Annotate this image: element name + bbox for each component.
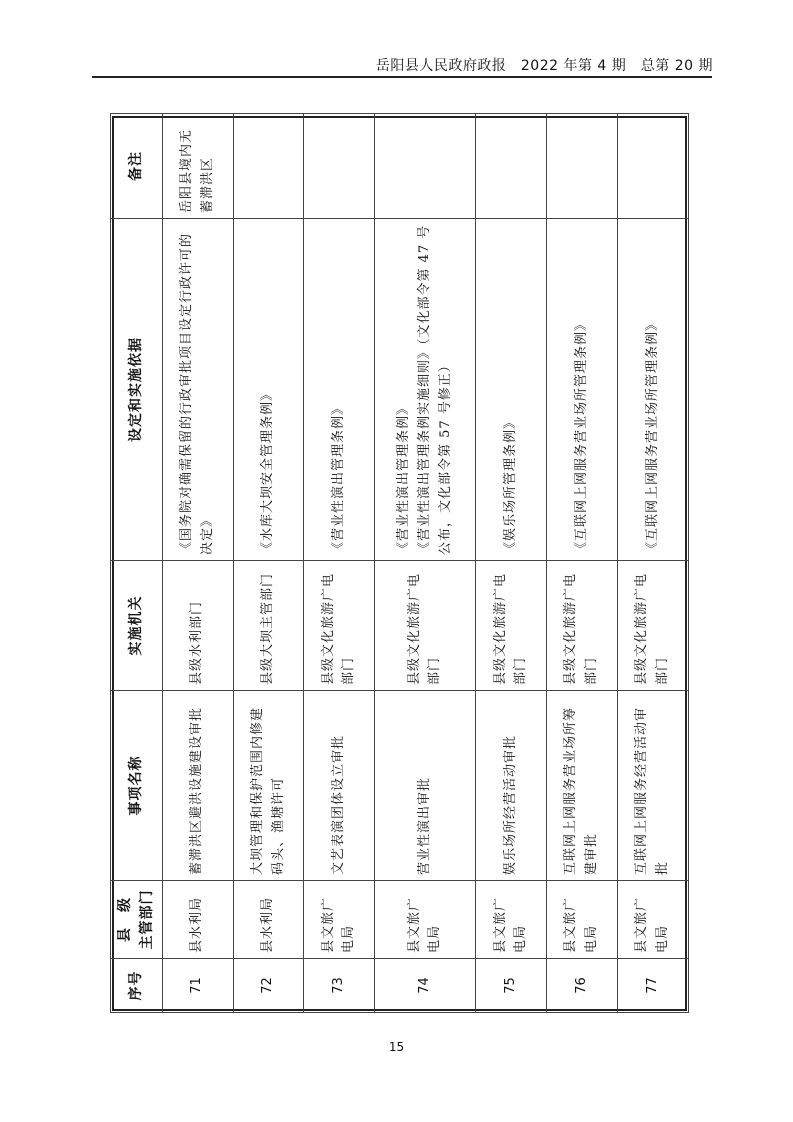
row-index: 75 (476, 959, 547, 1013)
row-item-name: 互联网上网服务经营活动审批 (618, 691, 689, 881)
column-header-index: 序号 (111, 959, 163, 1013)
row-implementing-agency: 县级文化旅游广电部门 (476, 561, 547, 691)
table-row (162, 114, 233, 1013)
row-remarks (304, 114, 375, 219)
row-remarks (476, 114, 547, 219)
row-index: 72 (233, 959, 304, 1013)
row-remarks (547, 114, 618, 219)
row-index: 76 (547, 959, 618, 1013)
row-implementing-agency: 县级大坝主管部门 (233, 561, 304, 691)
column-header-item-name: 事项名称 (111, 691, 163, 881)
gazette-header: 岳阳县人民政府政报 2022 年第 4 期 总第 20 期 (375, 58, 713, 74)
row-remarks: 岳阳县境内无蓄滞洪区 (162, 114, 233, 219)
row-index: 77 (618, 959, 689, 1013)
row-department: 县文旅广电局 (547, 881, 618, 959)
row-implementing-agency: 县级文化旅游广电部门 (618, 561, 689, 691)
table-row (375, 114, 476, 1013)
row-legal-basis: 《营业性演出管理条例》 《营业性演出管理条例实施细则》（文化部令第 47 号公布，文化部令第 57 号修正） (375, 219, 476, 561)
row-implementing-agency: 县级水利部门 (162, 561, 233, 691)
row-item-name: 蓄滞洪区避洪设施建设审批 (162, 691, 233, 881)
row-index: 73 (304, 959, 375, 1013)
row-item-name: 大坝管理和保护范围内修建码头、渔塘许可 (233, 691, 304, 881)
row-item-name: 娱乐场所经营活动审批 (476, 691, 547, 881)
row-legal-basis: 《互联网上网服务营业场所管理条例》 (618, 219, 689, 561)
row-department: 县文旅广电局 (618, 881, 689, 959)
row-department: 县文旅广电局 (375, 881, 476, 959)
table-row (233, 114, 304, 1013)
column-header-legal-basis: 设定和实施依据 (111, 219, 163, 561)
table-body (162, 114, 688, 1013)
row-item-name: 营业性演出审批 (375, 691, 476, 881)
row-department: 县文旅广电局 (304, 881, 375, 959)
row-legal-basis: 《互联网上网服务营业场所管理条例》 (547, 219, 618, 561)
row-item-name: 互联网上网服务营业场所筹建审批 (547, 691, 618, 881)
row-implementing-agency: 县级文化旅游广电部门 (547, 561, 618, 691)
column-header-remarks: 备注 (111, 114, 163, 219)
row-implementing-agency: 县级文化旅游广电部门 (304, 561, 375, 691)
row-department: 县文旅广电局 (476, 881, 547, 959)
row-legal-basis: 《国务院对确需保留的行政审批项目设定行政许可的决定》 (162, 219, 233, 561)
row-implementing-agency: 县级文化旅游广电部门 (375, 561, 476, 691)
row-remarks (233, 114, 304, 219)
row-remarks (618, 114, 689, 219)
rotated-table-container (110, 114, 689, 1013)
row-legal-basis: 《娱乐场所管理条例》 (476, 219, 547, 561)
row-department: 县水利局 (162, 881, 233, 959)
table-row (304, 114, 375, 1013)
row-legal-basis: 《营业性演出管理条例》 (304, 219, 375, 561)
column-header-department: 县 级 主管部门 (111, 881, 163, 959)
table-row (618, 114, 689, 1013)
table-row (547, 114, 618, 1013)
row-legal-basis: 《水库大坝安全管理条例》 (233, 219, 304, 561)
row-remarks (375, 114, 476, 219)
row-department: 县水利局 (233, 881, 304, 959)
row-item-name: 文艺表演团体设立审批 (304, 691, 375, 881)
row-index: 74 (375, 959, 476, 1013)
approval-items-table (110, 113, 689, 1013)
column-header-implementing-agency: 实施机关 (111, 561, 163, 691)
header-rule (92, 76, 712, 78)
table-row (476, 114, 547, 1013)
table-header-row (111, 114, 163, 1013)
page-number: 15 (388, 1040, 405, 1054)
row-index: 71 (162, 959, 233, 1013)
